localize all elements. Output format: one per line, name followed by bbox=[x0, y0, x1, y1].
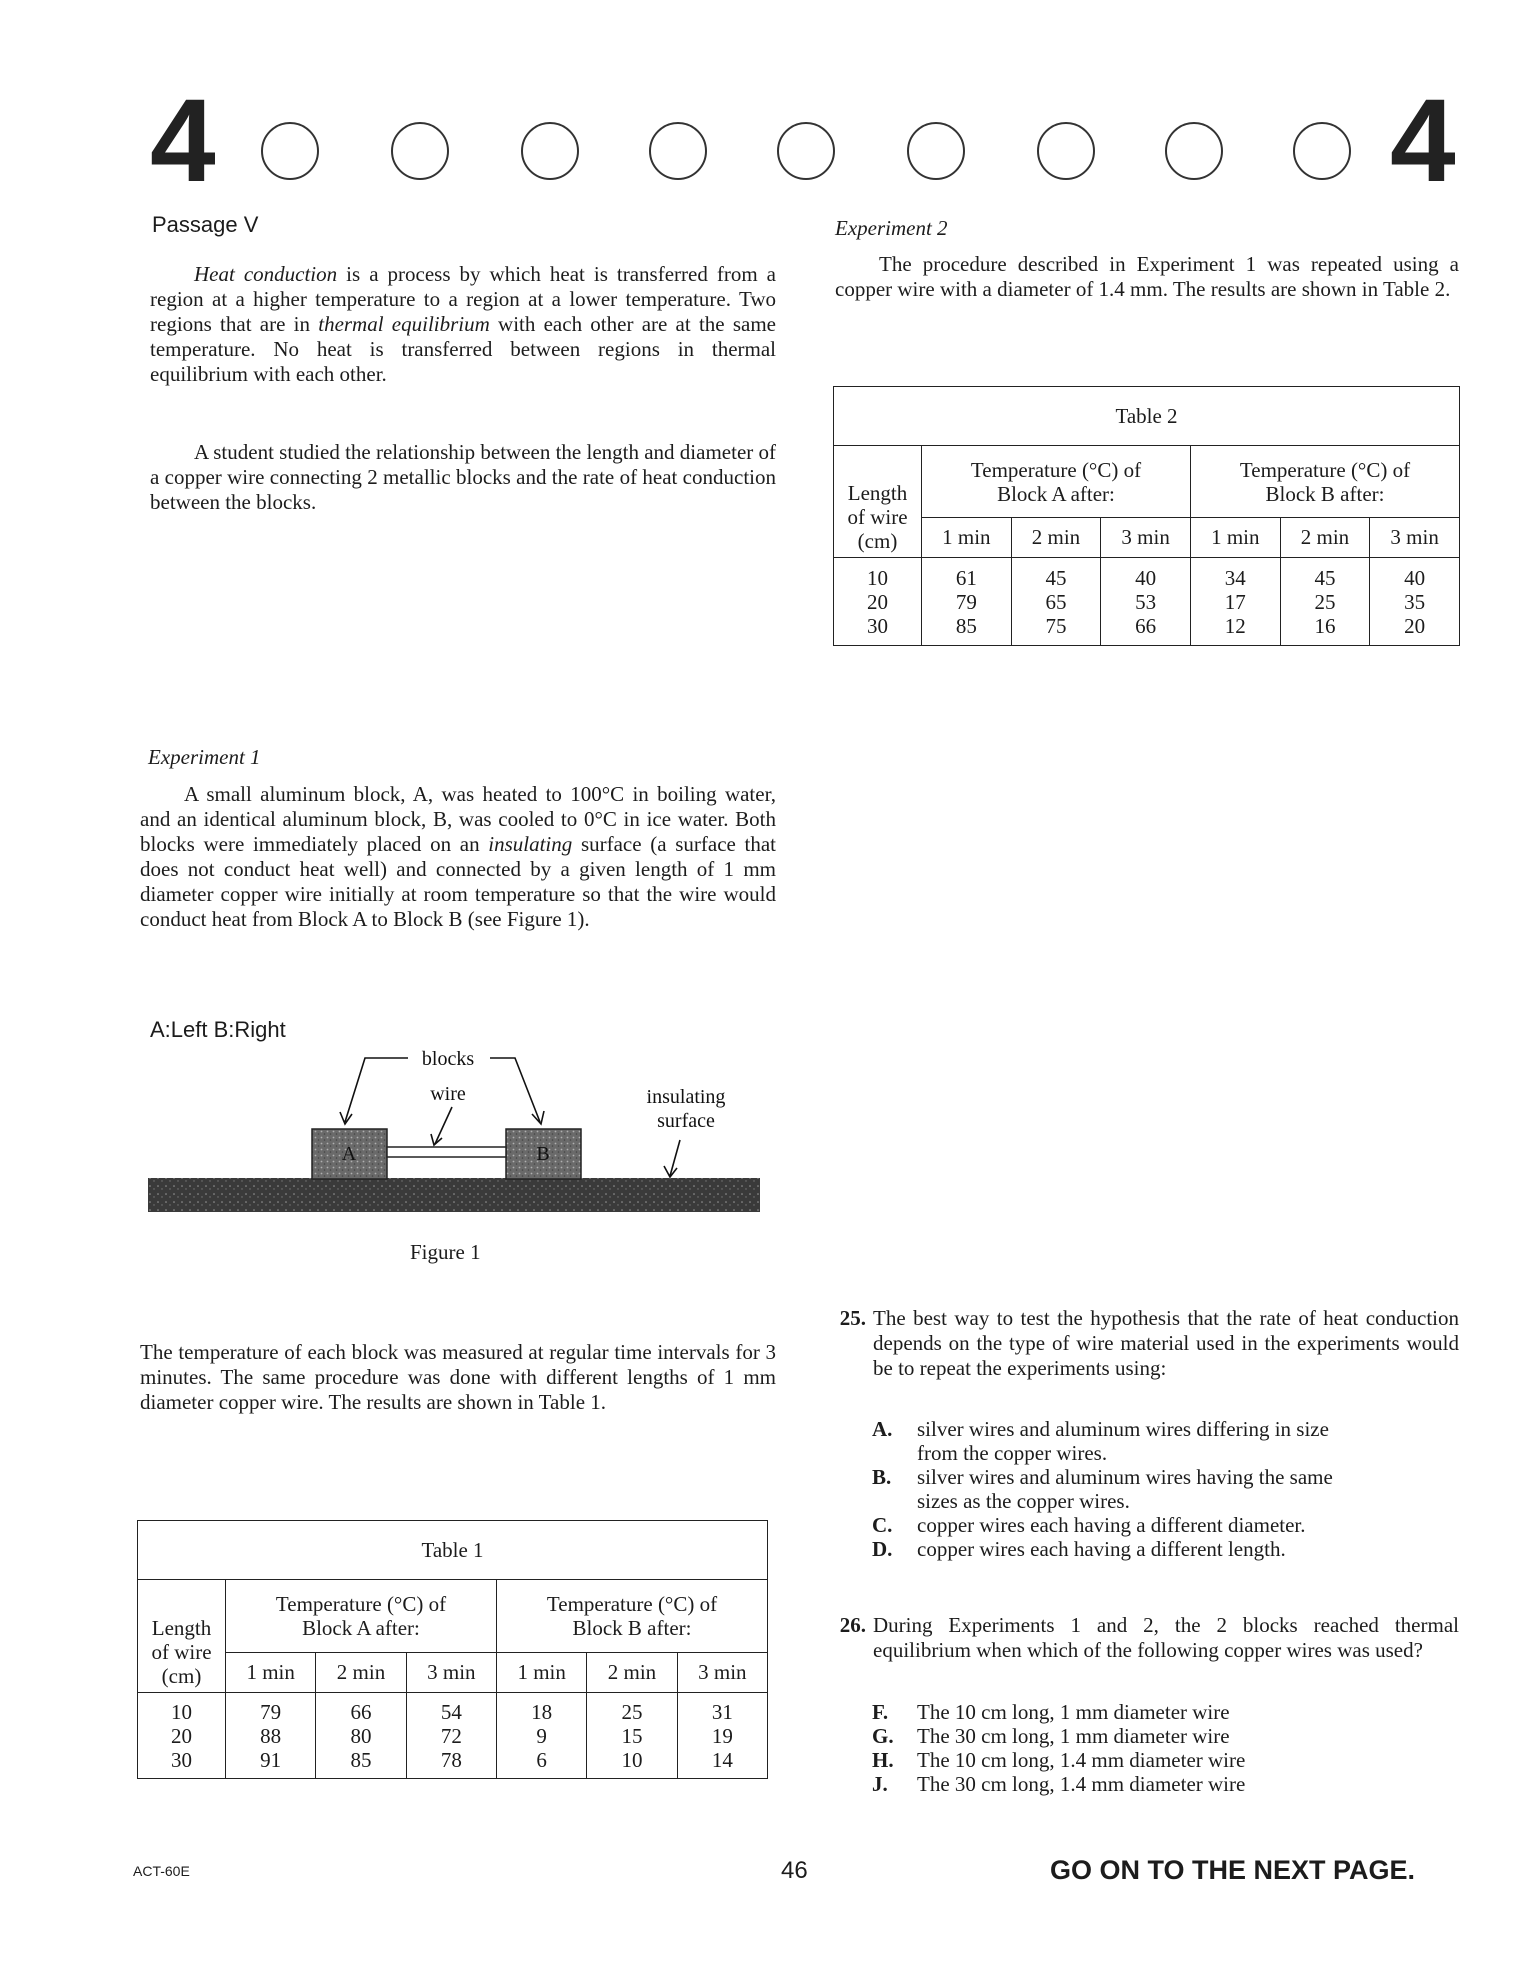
insulating-label: insulating bbox=[646, 1086, 726, 1108]
option-letter: C. bbox=[872, 1513, 893, 1537]
passage-intro-2 bbox=[150, 440, 776, 515]
block-a-header bbox=[226, 1580, 497, 1653]
option-b-line1: silver wires and aluminum wires having the same bbox=[917, 1465, 1333, 1489]
header-circle bbox=[907, 122, 965, 180]
table-1 bbox=[137, 1520, 768, 1779]
option-letter: F. bbox=[872, 1700, 889, 1724]
cell-value: 79 bbox=[260, 1699, 282, 1724]
cell-value: 25 bbox=[1314, 589, 1336, 614]
cell-value: 91 bbox=[260, 1747, 282, 1772]
cell-value: 25 bbox=[621, 1699, 643, 1724]
cell-value: 12 bbox=[1224, 613, 1246, 638]
cell-value: 19 bbox=[711, 1723, 733, 1748]
blocks-arrow-left bbox=[345, 1058, 408, 1122]
length-label-line: Length bbox=[151, 1616, 212, 1640]
header-line: Block A after: bbox=[302, 1616, 420, 1640]
block-b-3min bbox=[1370, 558, 1460, 646]
header-circle bbox=[521, 122, 579, 180]
header-line: Temperature (°C) of bbox=[1239, 457, 1411, 482]
cell-value: 40 bbox=[1135, 565, 1157, 590]
block-a-1min bbox=[226, 1693, 316, 1779]
option-letter: H. bbox=[872, 1748, 894, 1772]
cell-value: 75 bbox=[1045, 613, 1067, 638]
length-header bbox=[138, 1580, 226, 1693]
table-caption: Table 2 bbox=[834, 387, 1460, 446]
option-d-line1: copper wires each having a different length. bbox=[917, 1537, 1286, 1561]
length-label-line: (cm) bbox=[857, 529, 898, 553]
results-text: The temperature of each block was measured at regular time intervals for 3 minutes. The same procedure was done with different lengths of 1 mm diameter copper wire. The results are shown in Table 1. bbox=[140, 1340, 776, 1414]
length-values bbox=[834, 558, 922, 646]
block-a-3min bbox=[1101, 558, 1191, 646]
length-header bbox=[834, 446, 922, 558]
question-25-stem: The best way to test the hypothesis that the rate of heat conduction depends on the type of wire material used in the experiments would be to repeat the experiments using: bbox=[873, 1306, 1459, 1380]
insulating-term: insulating bbox=[488, 832, 573, 856]
cell-value: 16 bbox=[1314, 613, 1336, 638]
time-header: 3 min bbox=[406, 1653, 496, 1693]
cell-value: 85 bbox=[350, 1747, 372, 1772]
experiment1-text bbox=[140, 782, 776, 932]
header-line: Temperature (°C) of bbox=[970, 457, 1142, 482]
cell-value: 10 bbox=[171, 1699, 192, 1724]
cell-value: 54 bbox=[440, 1699, 462, 1724]
cell-value: 40 bbox=[1404, 565, 1426, 590]
header-circle bbox=[261, 122, 319, 180]
block-b-2min bbox=[587, 1693, 677, 1779]
insulating-surface bbox=[148, 1178, 760, 1212]
option-letter: B. bbox=[872, 1465, 892, 1489]
wire-label: wire bbox=[430, 1083, 466, 1105]
cell-value: 34 bbox=[1224, 565, 1246, 590]
option-letter: J. bbox=[872, 1772, 888, 1796]
thermal-equilibrium-term: thermal equilibrium bbox=[318, 312, 490, 336]
time-header: 2 min bbox=[587, 1653, 677, 1693]
time-header: 3 min bbox=[1370, 518, 1460, 558]
block-a-2min bbox=[316, 1693, 406, 1779]
length-label-line: Length bbox=[847, 481, 908, 505]
time-header: 1 min bbox=[922, 518, 1012, 558]
cell-value: 79 bbox=[955, 589, 977, 614]
block-b-label: B bbox=[536, 1143, 550, 1165]
header-circle bbox=[1165, 122, 1223, 180]
cell-value: 6 bbox=[536, 1747, 547, 1772]
experiment1-results-text bbox=[140, 1340, 776, 1415]
cell-value: 80 bbox=[350, 1723, 372, 1748]
length-label-line: (cm) bbox=[161, 1664, 202, 1688]
intro-text: A student studied the relationship between the length and diameter of a copper wire connecting 2 metallic blocks and the rate of heat conduction between the blocks. bbox=[150, 440, 777, 514]
cell-value: 9 bbox=[536, 1723, 547, 1748]
cell-value: 53 bbox=[1135, 589, 1157, 614]
figure-1-diagram bbox=[140, 1040, 780, 1220]
cell-value: 20 bbox=[867, 589, 888, 614]
question-number: 25. bbox=[839, 1306, 866, 1330]
cell-value: 30 bbox=[171, 1747, 192, 1772]
page-number: 46 bbox=[781, 1857, 808, 1884]
block-a-1min bbox=[922, 558, 1012, 646]
cell-value: 18 bbox=[531, 1699, 553, 1724]
figure-caption: Figure 1 bbox=[410, 1240, 481, 1264]
experiment1-heading: Experiment 1 bbox=[148, 745, 261, 769]
cell-value: 14 bbox=[711, 1747, 733, 1772]
cell-value: 20 bbox=[1404, 613, 1426, 638]
length-label-line: of wire bbox=[151, 1640, 212, 1664]
block-b-2min bbox=[1280, 558, 1370, 646]
length-label-line: of wire bbox=[847, 505, 908, 529]
question-number: 26. bbox=[839, 1613, 866, 1637]
block-b-header bbox=[496, 1580, 767, 1653]
cell-value: 88 bbox=[260, 1723, 282, 1748]
cell-value: 15 bbox=[621, 1723, 643, 1748]
exp2-text: The procedure described in Experiment 1 was repeated using a copper wire with a diameter of 1.4 mm. The results are shown in Table 2. bbox=[835, 252, 1459, 301]
table-2 bbox=[833, 386, 1460, 646]
block-a-header bbox=[922, 446, 1191, 518]
heat-conduction-term: Heat conduction bbox=[194, 262, 338, 286]
block-a-2min bbox=[1011, 558, 1101, 646]
time-header: 3 min bbox=[1101, 518, 1191, 558]
cell-value: 85 bbox=[955, 613, 977, 638]
time-header: 2 min bbox=[1280, 518, 1370, 558]
section-number-right: 4 bbox=[1390, 75, 1456, 207]
block-a-label: A bbox=[341, 1143, 357, 1165]
figure-note: A:Left B:Right bbox=[150, 1017, 286, 1042]
intro-text: with each other are at the same temperature. No heat is transferred between regions in thermal equilibrium with each other. bbox=[150, 312, 776, 386]
header-line: Temperature (°C) of bbox=[546, 1592, 718, 1616]
option-b-line2: sizes as the copper wires. bbox=[917, 1489, 1130, 1513]
cell-value: 66 bbox=[1135, 613, 1157, 638]
next-page-notice: GO ON TO THE NEXT PAGE. bbox=[1050, 1855, 1416, 1885]
time-header: 3 min bbox=[677, 1653, 767, 1693]
header-line: Temperature (°C) of bbox=[275, 1592, 447, 1616]
header-line: Block A after: bbox=[997, 481, 1115, 506]
option-c-line1: copper wires each having a different diameter. bbox=[917, 1513, 1306, 1537]
exp1-text: A small aluminum block, A, was heated to 100°C in boiling water, and an identical aluminum block, B, was cooled to 0°C in ice water. Both blocks were immediately placed on an bbox=[140, 782, 776, 856]
block-b-header bbox=[1190, 446, 1459, 518]
exp1-text: surface (a surface that does not conduct heat well) and connected by a given length of 1 mm diameter copper wire initially at room temperature so that the wire would conduct heat from Block A to Block B (see Figure 1). bbox=[140, 832, 776, 931]
time-header: 1 min bbox=[1190, 518, 1280, 558]
header-circle bbox=[777, 122, 835, 180]
header-circle bbox=[1037, 122, 1095, 180]
cell-value: 20 bbox=[171, 1723, 192, 1748]
experiment2-heading: Experiment 2 bbox=[835, 216, 948, 240]
cell-value: 10 bbox=[621, 1747, 643, 1772]
section-number-left: 4 bbox=[150, 75, 216, 207]
option-j: The 30 cm long, 1.4 mm diameter wire bbox=[917, 1772, 1246, 1796]
cell-value: 61 bbox=[955, 565, 977, 590]
header-circle bbox=[1293, 122, 1351, 180]
passage-intro-1 bbox=[150, 262, 776, 387]
experiment2-text bbox=[835, 252, 1459, 302]
blocks-arrow-right bbox=[490, 1058, 540, 1122]
option-f: The 10 cm long, 1 mm diameter wire bbox=[917, 1700, 1230, 1724]
table-caption: Table 1 bbox=[138, 1521, 768, 1580]
option-h: The 10 cm long, 1.4 mm diameter wire bbox=[917, 1748, 1246, 1772]
cell-value: 78 bbox=[440, 1747, 462, 1772]
question-26-stem: During Experiments 1 and 2, the 2 blocks reached thermal equilibrium when which of the following copper wires was used? bbox=[873, 1613, 1459, 1662]
option-letter: G. bbox=[872, 1724, 894, 1748]
cell-value: 72 bbox=[440, 1723, 462, 1748]
option-g: The 30 cm long, 1 mm diameter wire bbox=[917, 1724, 1230, 1748]
header-line: Block B after: bbox=[1265, 481, 1385, 506]
option-a-line2: from the copper wires. bbox=[917, 1441, 1108, 1465]
surface-label: surface bbox=[657, 1110, 715, 1132]
cell-value: 45 bbox=[1045, 565, 1067, 590]
time-header: 2 min bbox=[1011, 518, 1101, 558]
time-header: 1 min bbox=[226, 1653, 316, 1693]
block-a-3min bbox=[406, 1693, 496, 1779]
option-a-line1: silver wires and aluminum wires differing in size bbox=[917, 1417, 1329, 1441]
cell-value: 10 bbox=[867, 565, 888, 590]
block-b-1min bbox=[496, 1693, 586, 1779]
length-values bbox=[138, 1693, 226, 1779]
block-b-1min bbox=[1190, 558, 1280, 646]
passage-title: Passage V bbox=[152, 212, 259, 237]
cell-value: 45 bbox=[1314, 565, 1336, 590]
header-circle bbox=[391, 122, 449, 180]
blocks-label: blocks bbox=[421, 1048, 475, 1070]
cell-value: 66 bbox=[350, 1699, 372, 1724]
header-line: Block B after: bbox=[572, 1616, 692, 1640]
form-code: ACT-60E bbox=[133, 1863, 190, 1879]
time-header: 1 min bbox=[496, 1653, 586, 1693]
cell-value: 17 bbox=[1224, 589, 1246, 614]
header-circle bbox=[649, 122, 707, 180]
cell-value: 31 bbox=[711, 1699, 733, 1724]
block-b-3min bbox=[677, 1693, 767, 1779]
cell-value: 65 bbox=[1045, 589, 1067, 614]
wire-arrow bbox=[435, 1107, 452, 1144]
option-letter: A. bbox=[872, 1417, 893, 1441]
cell-value: 35 bbox=[1404, 589, 1426, 614]
copper-wire bbox=[387, 1147, 506, 1157]
option-letter: D. bbox=[872, 1537, 893, 1561]
intro-text: is a process by which heat is transferred from a region at a higher temperature to a region at a lower temperature. Two regions that are in bbox=[150, 262, 776, 336]
cell-value: 30 bbox=[867, 613, 888, 638]
time-header: 2 min bbox=[316, 1653, 406, 1693]
